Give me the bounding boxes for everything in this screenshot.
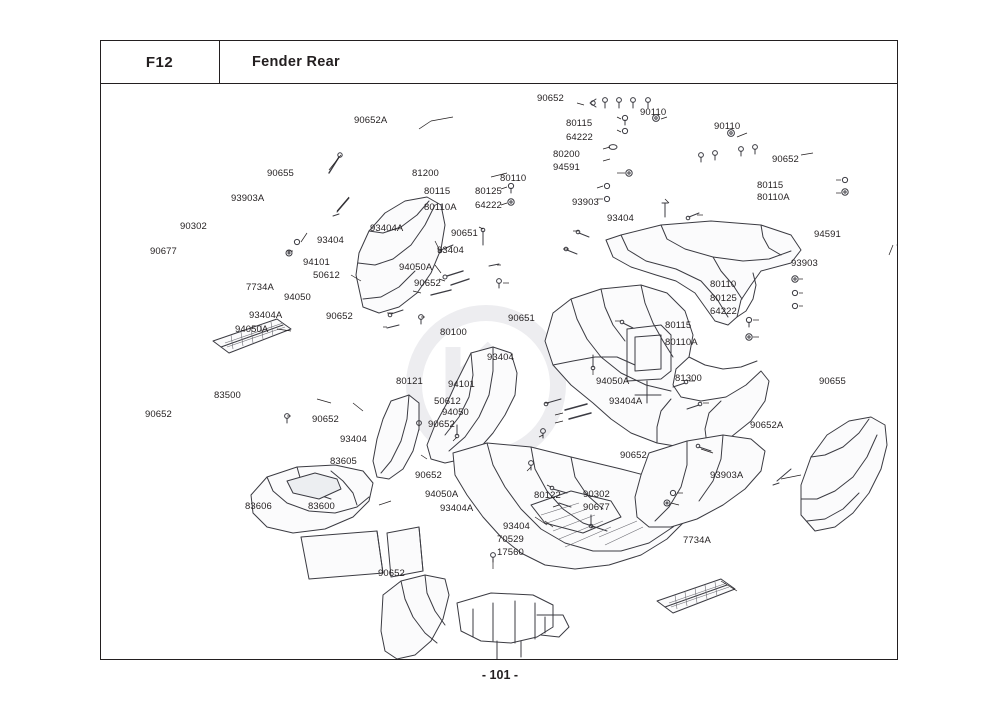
title-bar	[100, 40, 898, 84]
part-label-93903: 93903	[791, 258, 818, 269]
part-label-90651: 90651	[451, 228, 478, 239]
diagram-artwork	[101, 85, 897, 659]
part-label-90652: 90652	[312, 414, 339, 425]
part-label-90677: 90677	[583, 502, 610, 513]
part-label-93404a: 93404A	[370, 223, 404, 234]
part-label-64222: 64222	[566, 132, 593, 143]
part-label-81300: 81300	[675, 373, 702, 384]
part-label-94050a: 94050A	[425, 489, 459, 500]
part-hitch-bracket	[457, 593, 569, 659]
part-label-90302: 90302	[180, 221, 207, 232]
part-label-90110: 90110	[714, 121, 741, 132]
part-81200-flare	[356, 197, 445, 313]
part-label-93903a: 93903A	[231, 193, 265, 204]
part-label-93404: 93404	[487, 352, 514, 363]
part-label-93903: 93903	[572, 197, 599, 208]
part-label-80110: 80110	[500, 173, 527, 184]
part-label-94050: 94050	[284, 292, 311, 303]
part-label-90652: 90652	[620, 450, 647, 461]
part-label-50612: 50612	[434, 396, 461, 407]
part-label-90652: 90652	[326, 311, 353, 322]
part-label-80115: 80115	[566, 118, 593, 129]
section-code-cell	[100, 40, 220, 84]
part-label-80110a: 80110A	[665, 337, 698, 348]
part-label-93404a: 93404A	[440, 503, 474, 514]
part-label-90677: 90677	[150, 246, 177, 257]
section-title: Fender Rear	[252, 54, 340, 70]
part-label-80200: 80200	[553, 149, 580, 160]
part-label-80121: 80121	[396, 376, 423, 387]
part-label-94591: 94591	[553, 162, 580, 173]
part-left-inner-panel	[373, 395, 419, 479]
part-label-90652: 90652	[537, 93, 564, 104]
part-label-90652: 90652	[415, 470, 442, 481]
part-label-80110a: 80110A	[424, 202, 457, 213]
part-label-80122: 80122	[534, 490, 561, 501]
part-label-17560: 17560	[497, 547, 524, 558]
part-label-90651: 90651	[508, 313, 535, 324]
part-label-80125: 80125	[710, 293, 737, 304]
part-label-94050: 94050	[442, 407, 469, 418]
part-label-7734a: 7734A	[246, 282, 274, 293]
part-label-94101: 94101	[448, 379, 475, 390]
part-label-93404: 93404	[503, 521, 530, 532]
part-label-90652: 90652	[145, 409, 172, 420]
part-81300-flare	[801, 417, 887, 531]
part-label-93404: 93404	[437, 245, 464, 256]
part-label-80110: 80110	[710, 279, 737, 290]
part-label-90652: 90652	[772, 154, 799, 165]
section-code: F12	[145, 53, 174, 71]
part-83600-console	[381, 575, 449, 659]
part-label-90652a: 90652A	[750, 420, 784, 431]
part-label-64222: 64222	[710, 306, 737, 317]
part-label-7734a: 7734A	[683, 535, 711, 546]
part-label-93404a: 93404A	[249, 310, 283, 321]
part-label-94050a: 94050A	[235, 324, 269, 335]
part-label-94050a: 94050A	[596, 376, 630, 387]
part-label-64222: 64222	[475, 200, 502, 211]
part-label-83606: 83606	[245, 501, 272, 512]
part-label-93404: 93404	[340, 434, 367, 445]
part-label-83605: 83605	[330, 456, 357, 467]
part-rear-lower-body	[635, 435, 765, 527]
part-label-90652: 90652	[414, 278, 441, 289]
part-label-83600: 83600	[308, 501, 335, 512]
part-label-94050a: 94050A	[399, 262, 433, 273]
part-83500-console	[251, 465, 373, 533]
part-label-50612: 50612	[313, 270, 340, 281]
parts-diagram	[101, 85, 897, 659]
part-label-94101: 94101	[303, 257, 330, 268]
part-label-90652: 90652	[428, 419, 455, 430]
part-label-93404a: 93404A	[609, 396, 643, 407]
part-label-83500: 83500	[214, 390, 241, 401]
part-label-93404: 93404	[607, 213, 634, 224]
part-83606-cover	[301, 531, 383, 579]
page-footer: - 101 -	[481, 668, 519, 682]
part-label-80115: 80115	[424, 186, 451, 197]
part-label-90652: 90652	[378, 568, 405, 579]
part-label-90110: 90110	[640, 107, 667, 118]
part-label-93903a: 93903A	[710, 470, 744, 481]
part-label-80125: 80125	[475, 186, 502, 197]
part-7734A-right-grate	[657, 579, 735, 613]
part-label-93404: 93404	[317, 235, 344, 246]
part-label-70529: 70529	[497, 534, 524, 545]
part-label-80110a: 80110A	[757, 192, 790, 203]
part-label-90655: 90655	[267, 168, 294, 179]
part-label-90652a: 90652A	[354, 115, 388, 126]
part-label-81200: 81200	[412, 168, 439, 179]
part-label-90655: 90655	[819, 376, 846, 387]
part-label-80115: 80115	[665, 320, 692, 331]
part-label-80100: 80100	[440, 327, 467, 338]
part-label-90302: 90302	[583, 489, 610, 500]
part-label-80115: 80115	[757, 180, 784, 191]
part-label-94591: 94591	[814, 229, 841, 240]
